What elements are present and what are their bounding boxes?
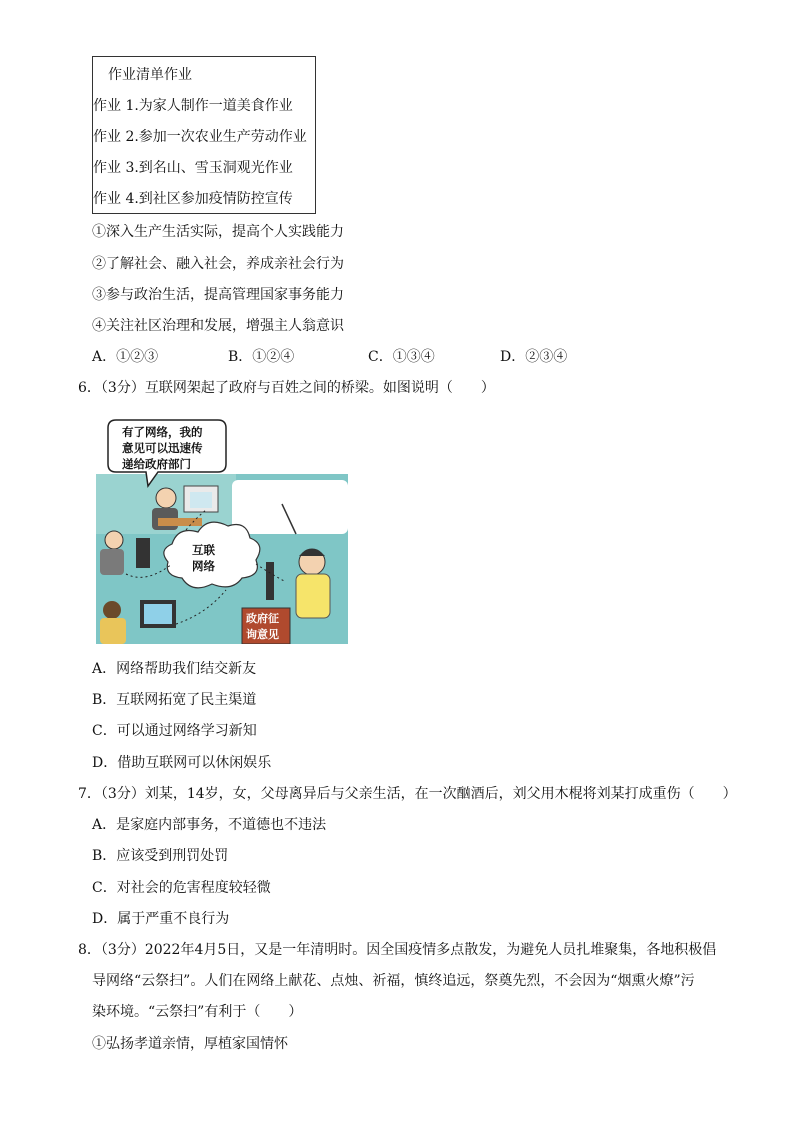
q6-illustration bbox=[96, 414, 348, 644]
q8-stem-line-3: 染环境。“云祭扫”有利于（ ） bbox=[92, 1004, 303, 1020]
homework-box-title: 作业清单作业 bbox=[108, 67, 192, 83]
q8-stem-line-2: 导网络“云祭扫”。人们在网络上献花、点烛、祈福，慎终追远，祭奠先烈，不会因为“烟熏火燎”污 bbox=[92, 973, 695, 989]
q5-statement-2: ②了解社会、融入社会，养成亲社会行为 bbox=[92, 256, 344, 272]
q5-statement-4: ④关注社区治理和发展，增强主人翁意识 bbox=[92, 318, 344, 334]
homework-list-box bbox=[92, 56, 316, 214]
q5-choice-c[interactable]: C．①③④ bbox=[368, 349, 435, 365]
sign-line-1: 政府征 bbox=[246, 612, 279, 625]
q7-option-b[interactable]: B．应该受到刑罚处罚 bbox=[92, 848, 229, 864]
q7-option-d[interactable]: D．属于严重不良行为 bbox=[92, 911, 230, 927]
q6-option-b[interactable]: B．互联网拓宽了民主渠道 bbox=[92, 692, 257, 708]
q8-statement-1: ①弘扬孝道亲情，厚植家国情怀 bbox=[92, 1036, 288, 1052]
q6-option-a[interactable]: A．网络帮助我们结交新友 bbox=[92, 661, 257, 677]
cloud-line-2: 网络 bbox=[192, 559, 215, 573]
homework-item-2: 作业 2.参加一次农业生产劳动作业 bbox=[93, 129, 307, 145]
q5-choice-b[interactable]: B．①②④ bbox=[228, 349, 295, 365]
q5-statement-1: ①深入生产生活实际，提高个人实践能力 bbox=[92, 224, 344, 240]
q6-stem: 6．（3分）互联网架起了政府与百姓之间的桥梁。如图说明（ ） bbox=[78, 380, 495, 396]
q5-choice-a[interactable]: A．①②③ bbox=[92, 349, 159, 365]
q8-stem-line-1: 8．（3分）2022年4月5日，又是一年清明时。因全国疫情多点散发，为避免人员扎堆聚集，各地积极倡 bbox=[78, 942, 717, 958]
homework-item-4: 作业 4.到社区参加疫情防控宣传 bbox=[93, 191, 293, 207]
sign-line-2: 询意见 bbox=[246, 628, 279, 641]
q6-option-c[interactable]: C．可以通过网络学习新知 bbox=[92, 723, 257, 739]
bubble-line-1: 有了网络，我的 bbox=[122, 425, 203, 439]
homework-item-1: 作业 1.为家人制作一道美食作业 bbox=[93, 98, 293, 114]
bubble-line-2: 意见可以迅速传 bbox=[122, 441, 203, 455]
q7-stem: 7．（3分）刘某，14岁，女，父母离异后与父亲生活，在一次酗酒后，刘父用木棍将刘某打成重伤（ ） bbox=[78, 786, 737, 802]
q5-choices bbox=[92, 347, 612, 367]
q5-choice-d[interactable]: D．②③④ bbox=[500, 349, 568, 365]
q7-option-a[interactable]: A．是家庭内部事务，不道德也不违法 bbox=[92, 817, 327, 833]
bubble-line-3: 递给政府部门 bbox=[122, 457, 191, 471]
internet-cartoon-image bbox=[96, 414, 348, 644]
cloud-line-1: 互联 bbox=[192, 543, 215, 557]
q6-option-d[interactable]: D．借助互联网可以休闲娱乐 bbox=[92, 755, 272, 771]
q5-statement-3: ③参与政治生活，提高管理国家事务能力 bbox=[92, 287, 344, 303]
homework-item-3: 作业 3.到名山、雪玉洞观光作业 bbox=[93, 160, 293, 176]
q7-option-c[interactable]: C．对社会的危害程度较轻微 bbox=[92, 880, 271, 896]
